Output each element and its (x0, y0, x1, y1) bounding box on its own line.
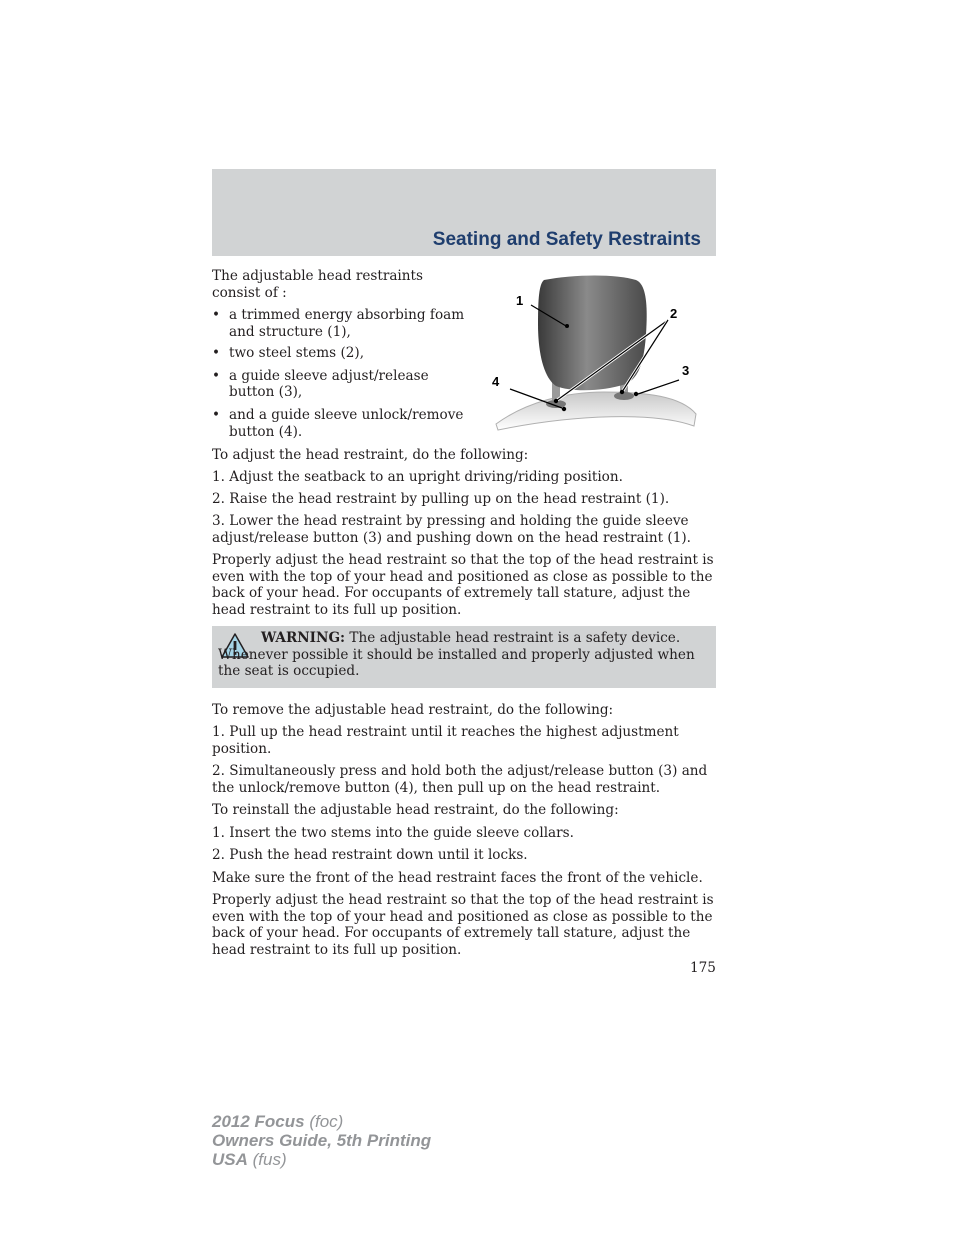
remove-step-2: 2. Simultaneously press and hold both the adjust/release button (3) and the unlock/remove button (4), then pull up on the head restraint. (212, 763, 708, 796)
properly-adjust-paragraph: Properly adjust the head restraint so that the top of the head restraint is even with the top of your head and positioned as close as possible to the back of your head. For occupants of extremely tall stature, adjust the head restraint to its full up position. (212, 552, 714, 618)
adjust-step-1: 1. Adjust the seatback to an upright driving/riding position. (212, 469, 623, 485)
intro-paragraph: The adjustable head restraints consist of : (212, 268, 423, 301)
warning-text (218, 630, 698, 680)
callout-label: 4 (492, 374, 500, 389)
list-item-text: and a guide sleeve unlock/remove button (4). (229, 406, 464, 440)
adjust-step-2: 2. Raise the head restraint by pulling up on the head restraint (1). (212, 491, 670, 507)
footer-edition-info (212, 1112, 431, 1169)
footer-line-model (212, 1112, 431, 1131)
warning-box (212, 626, 716, 688)
front-note: Make sure the front of the head restraint faces the front of the vehicle. (212, 870, 703, 886)
warning-body: The adjustable head restraint is a safety device. Whenever possible it should be installed and properly adjusted when the seat is occupied. (218, 630, 695, 680)
list-item-text: a guide sleeve adjust/release button (3), (229, 367, 429, 401)
footer-model: 2012 Focus (212, 1112, 305, 1131)
list-item (212, 368, 477, 401)
remove-step-1: 1. Pull up the head restraint until it reaches the highest adjustment position. (212, 724, 679, 757)
reinstall-intro: To reinstall the adjustable head restraint, do the following: (212, 802, 619, 818)
footer-market-code: (fus) (247, 1150, 287, 1169)
reinstall-step-1: 1. Insert the two stems into the guide sleeve collars. (212, 825, 574, 841)
callout-label: 2 (670, 306, 678, 321)
page-number: 175 (690, 960, 716, 976)
bullet-glyph: • (212, 345, 221, 362)
footer-model-code: (foc) (304, 1112, 344, 1131)
list-item (212, 407, 477, 440)
warning-label: WARNING: (261, 630, 346, 646)
footer-guide: Owners Guide, 5th Printing (212, 1131, 432, 1150)
adjust-intro: To adjust the head restraint, do the following: (212, 447, 529, 463)
adjust-step-3: 3. Lower the head restraint by pressing and holding the guide sleeve adjust/release button (3) and pushing down on the head restraint (1). (212, 513, 692, 546)
section-header-band (212, 169, 716, 256)
bullet-glyph: • (212, 307, 221, 323)
guide-sleeve-collar (614, 392, 634, 400)
reinstall-step-2: 2. Push the head restraint down until it locks. (212, 847, 528, 863)
footer-line-market (212, 1150, 431, 1169)
list-item-text: a trimmed energy absorbing foam and structure (1), (229, 307, 465, 340)
callout-label: 3 (682, 363, 690, 378)
list-item-text: two steel stems (2), (229, 345, 365, 362)
list-item (212, 345, 477, 362)
seatback-shape (496, 392, 696, 430)
remove-intro: To remove the adjustable head restraint, do the following: (212, 702, 614, 718)
footer-market: USA (212, 1150, 248, 1169)
properly-adjust-paragraph-2: Properly adjust the head restraint so that the top of the head restraint is even with the top of your head and positioned as close as possible to the back of your head. For occupants of extremely tall stature, adjust the head restraint to its full up position. (212, 892, 714, 958)
bullet-glyph: • (212, 367, 221, 384)
callout-3 (634, 363, 689, 396)
callout-label: 1 (516, 293, 524, 308)
component-list (212, 307, 477, 440)
bullet-glyph: • (212, 406, 221, 423)
footer-line-guide (212, 1131, 431, 1150)
head-restraint-illustration (486, 274, 708, 434)
list-item (212, 307, 477, 340)
section-title: Seating and Safety Restraints (432, 229, 701, 250)
